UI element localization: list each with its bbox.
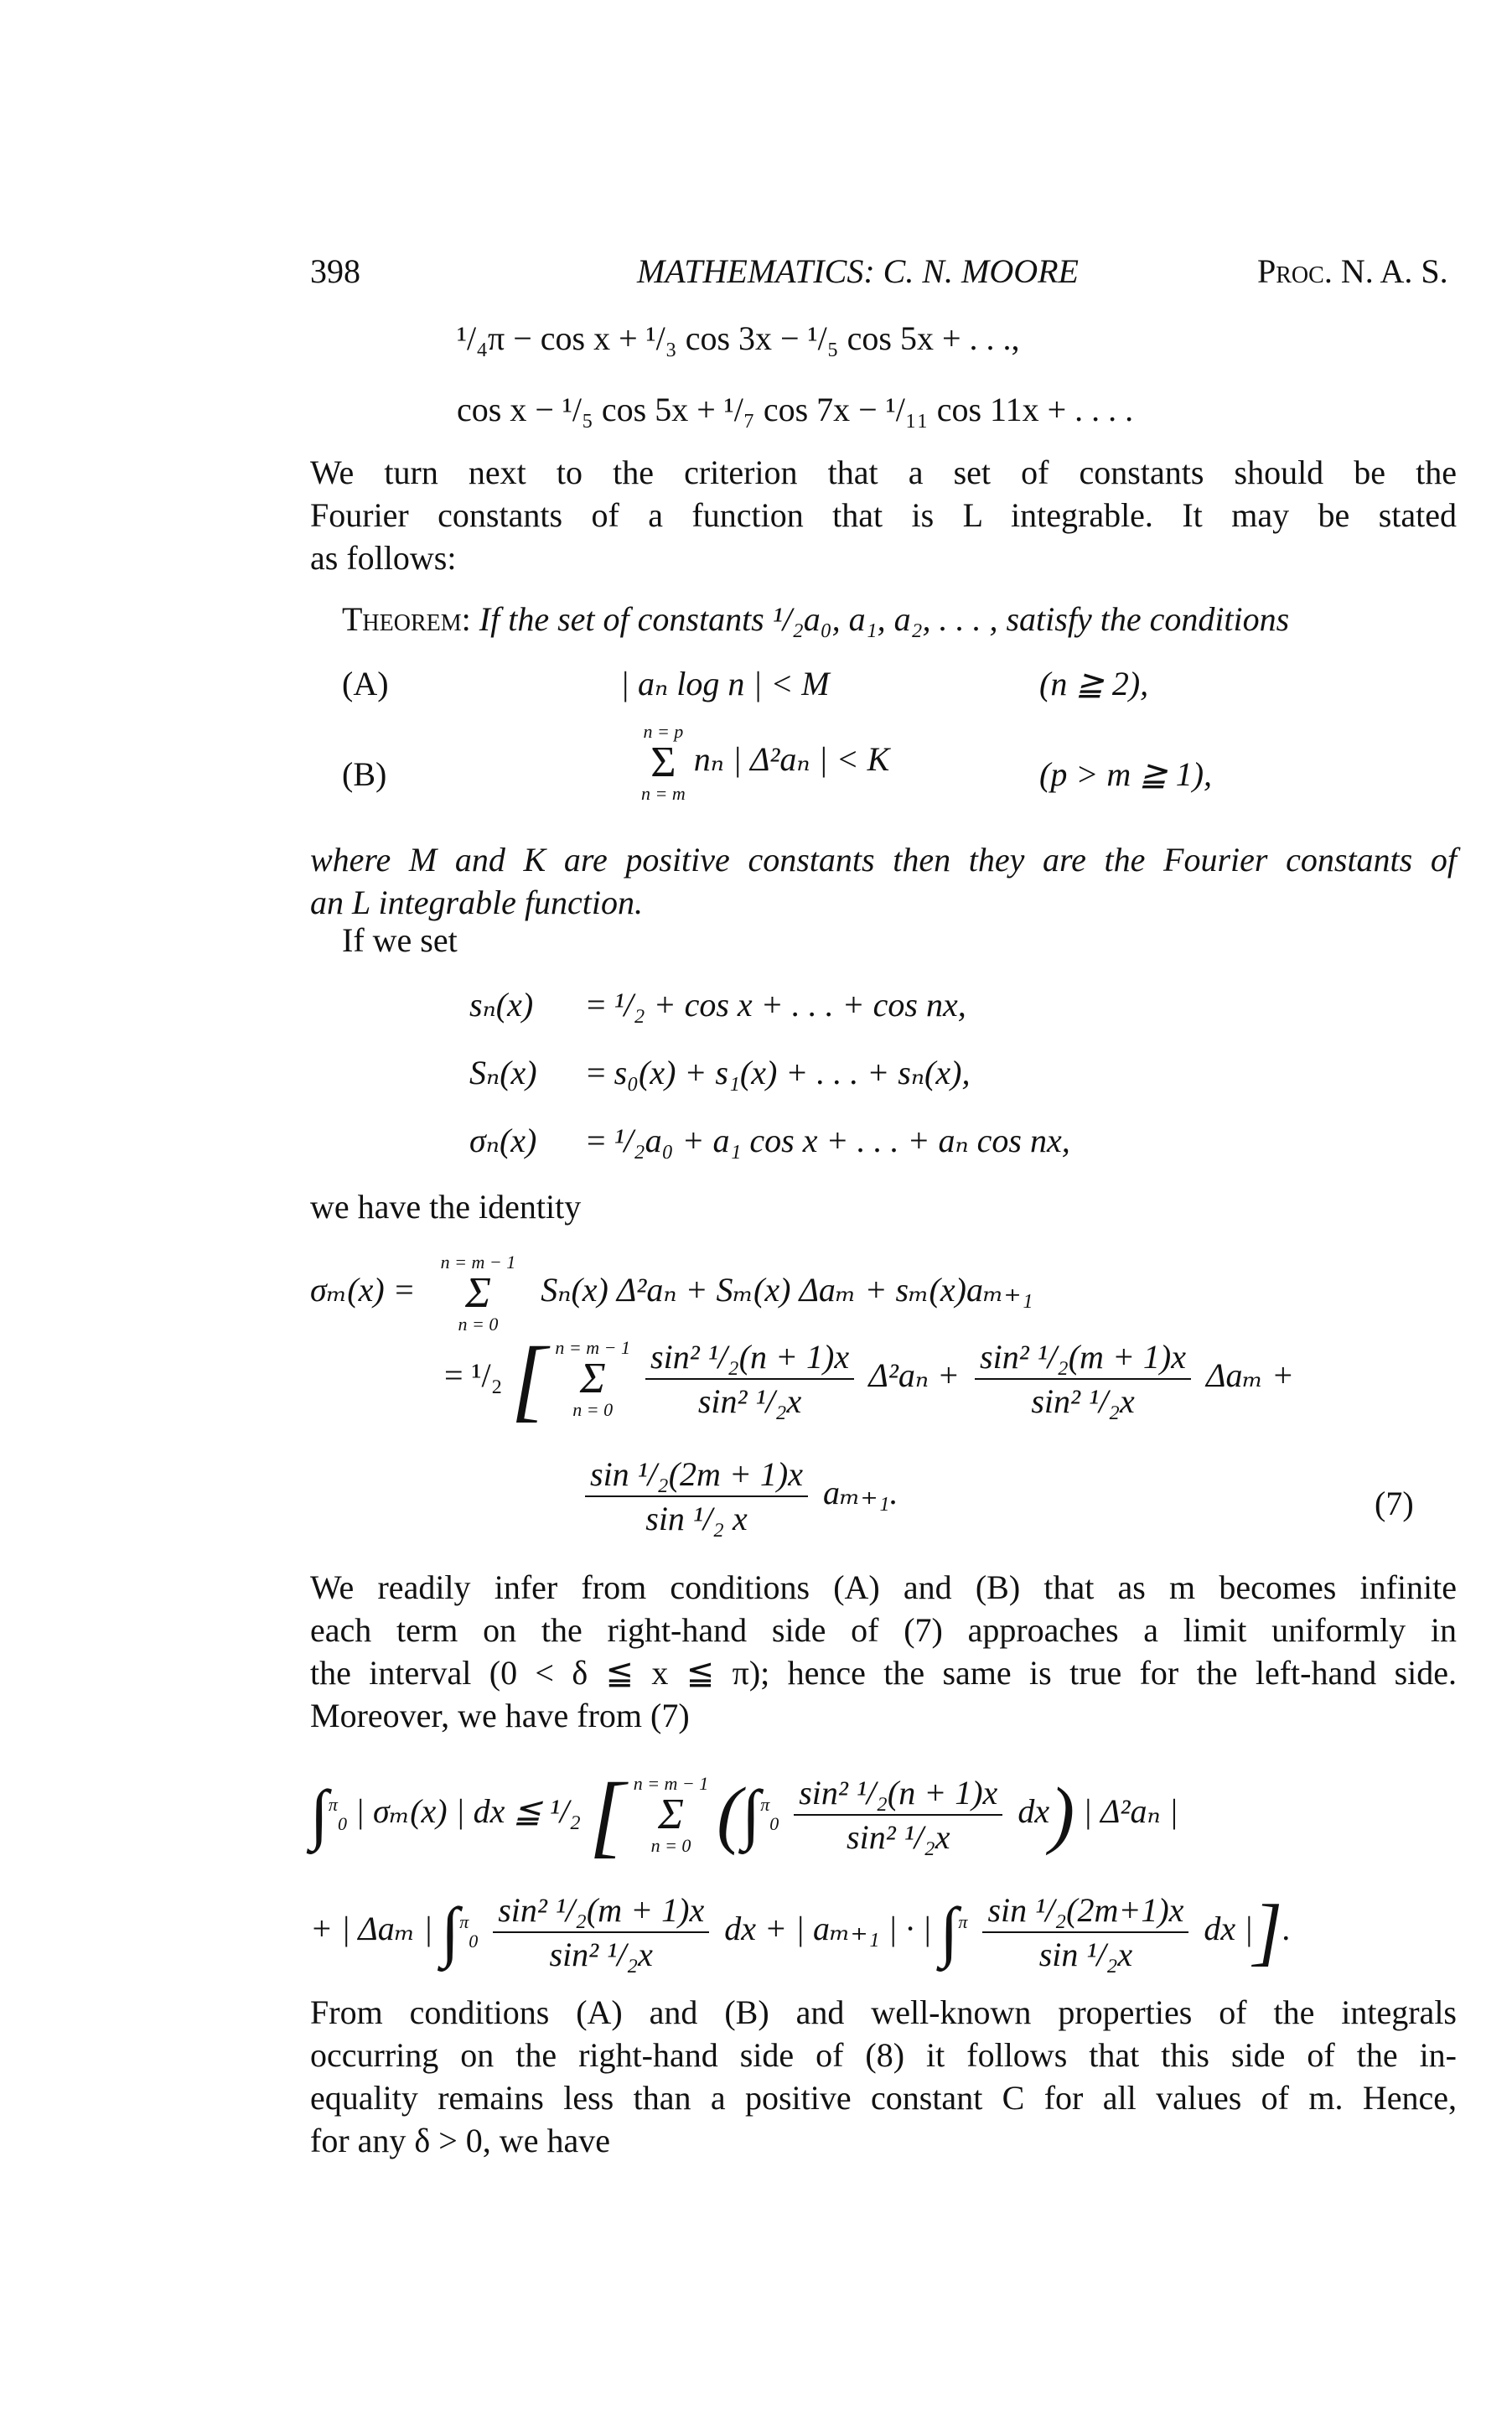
def-Sn-rhs: = s₀(x) + s₁(x) + . . . + sₙ(x), <box>587 1054 971 1091</box>
text-line: We turn next to the criterion that a set of constants should be the <box>310 454 1457 491</box>
page-number: 398 <box>310 252 360 290</box>
integral-sign: ∫ <box>310 1777 329 1852</box>
condition-a-label: (A) <box>342 665 389 702</box>
identity-expansion: = ¹/₂ [ n = m − 1 Σ n = 0 $\frac{\text{sin² ¹/₂(n + 1)x}}{\text{sin² ¹/₂x}}$ Δ²aₙ + $\frac{\text{sin² ¹/₂(m + 1)x}}{\text{sin² ¹/₂x}}$ Δaₘ + <box>444 1328 1295 1430</box>
inequality-line-1: ∫$^\pi_0$ | σₘ(x) | dx ≦ ¹/₂ [ n = m − 1 Σ n = 0 (∫$^\pi_0$ $\frac{\text{sin² ¹/₂(n + 1)x}}{\text{sin² ¹/₂x}}$ dx) | Δ²aₙ | <box>310 1764 1178 1866</box>
series-equation-2: cos x − ¹/₅ cos 5x + ¹/₇ cos 7x − ¹/₁₁ cos 11x + . . . . <box>457 391 1134 428</box>
paragraph-3: From conditions (A) and (B) and well-known properties of the integrals occurring on the right-hand side of (8) it follows that this side of the in- equality remains less than a positive constant C for all values of m. Hence, for any δ > 0, we have <box>310 1993 1457 2159</box>
condition-b-expr: nₙ | Δ²aₙ | < K <box>693 740 890 779</box>
text-line: as follows: <box>310 539 457 577</box>
equation-number-7: (7) <box>1375 1485 1414 1522</box>
condition-b-sum: n = p Σ n = m nₙ | Δ²aₙ | < K <box>641 721 890 804</box>
theorem-statement <box>342 599 1289 639</box>
condition-b-label: (B) <box>342 755 387 793</box>
def-sn-lhs: sₙ(x) <box>469 986 534 1024</box>
journal-name: Proc. N. A. S. <box>1257 252 1448 290</box>
def-sigma-lhs: σₙ(x) <box>469 1122 537 1159</box>
theorem-conclusion: where M and K are positive constants then they are the Fourier constants of an L integrable function. <box>310 841 1457 921</box>
identity-last-term: $\frac{\text{sin ¹/₂(2m + 1)x}}{\text{sin ¹/₂ x}}$ aₘ₊₁. <box>578 1454 898 1538</box>
theorem-label: Theorem: <box>342 600 471 638</box>
series-equation-1: ¹/₄π − cos x + ¹/₃ cos 3x − ¹/₅ cos 5x + . . ., <box>457 319 1020 357</box>
identity-intro: we have the identity <box>310 1188 582 1226</box>
paragraph-1 <box>310 451 1457 579</box>
identity-equation: σₘ(x) = n = m − 1 Σ n = 0 Sₙ(x) Δ²aₙ + Sₘ(x) Δaₘ + sₘ(x)aₘ₊₁ <box>310 1252 1033 1335</box>
theorem-text: If the set of constants ¹/₂a₀, a₁, a₂, . . . , satisfy the conditions <box>479 600 1290 638</box>
condition-b-range: (p > m ≧ 1), <box>1039 755 1213 793</box>
def-Sn-lhs: Sₙ(x) <box>469 1054 537 1091</box>
text-line: Fourier constants of a function that is L integrable. It may be stated <box>310 496 1457 534</box>
running-title: MATHEMATICS: C. N. MOORE <box>637 252 1079 290</box>
def-sn-rhs: = ¹/₂ + cos x + . . . + cos nx, <box>587 986 966 1024</box>
def-sigma-rhs: = ¹/₂a₀ + a₁ cos x + . . . + aₙ cos nx, <box>587 1122 1070 1159</box>
condition-a-expr: | aₙ log n | < M <box>620 665 830 702</box>
inequality-line-2: + | Δaₘ | ∫$^\pi_0$ $\frac{\text{sin² ¹/₂(m + 1)x}}{\text{sin² ¹/₂x}}$ dx + | aₘ₊₁ | · | ∫$^\pi$ $\frac{\text{sin ¹/₂(2m+1)x}}{\text{sin ¹/₂x}}$ dx |]. <box>310 1890 1292 1973</box>
condition-a-range: (n ≧ 2), <box>1039 665 1149 702</box>
if-we-set: If we set <box>342 921 458 959</box>
paragraph-2: We readily infer from conditions (A) and (B) that as m becomes infinite each term on the right-hand side of (7) approaches a limit uniformly in the interval (0 < δ ≦ x ≦ π); hence the same is true for the left-hand side. Moreover, we have from (7) <box>310 1568 1457 1734</box>
